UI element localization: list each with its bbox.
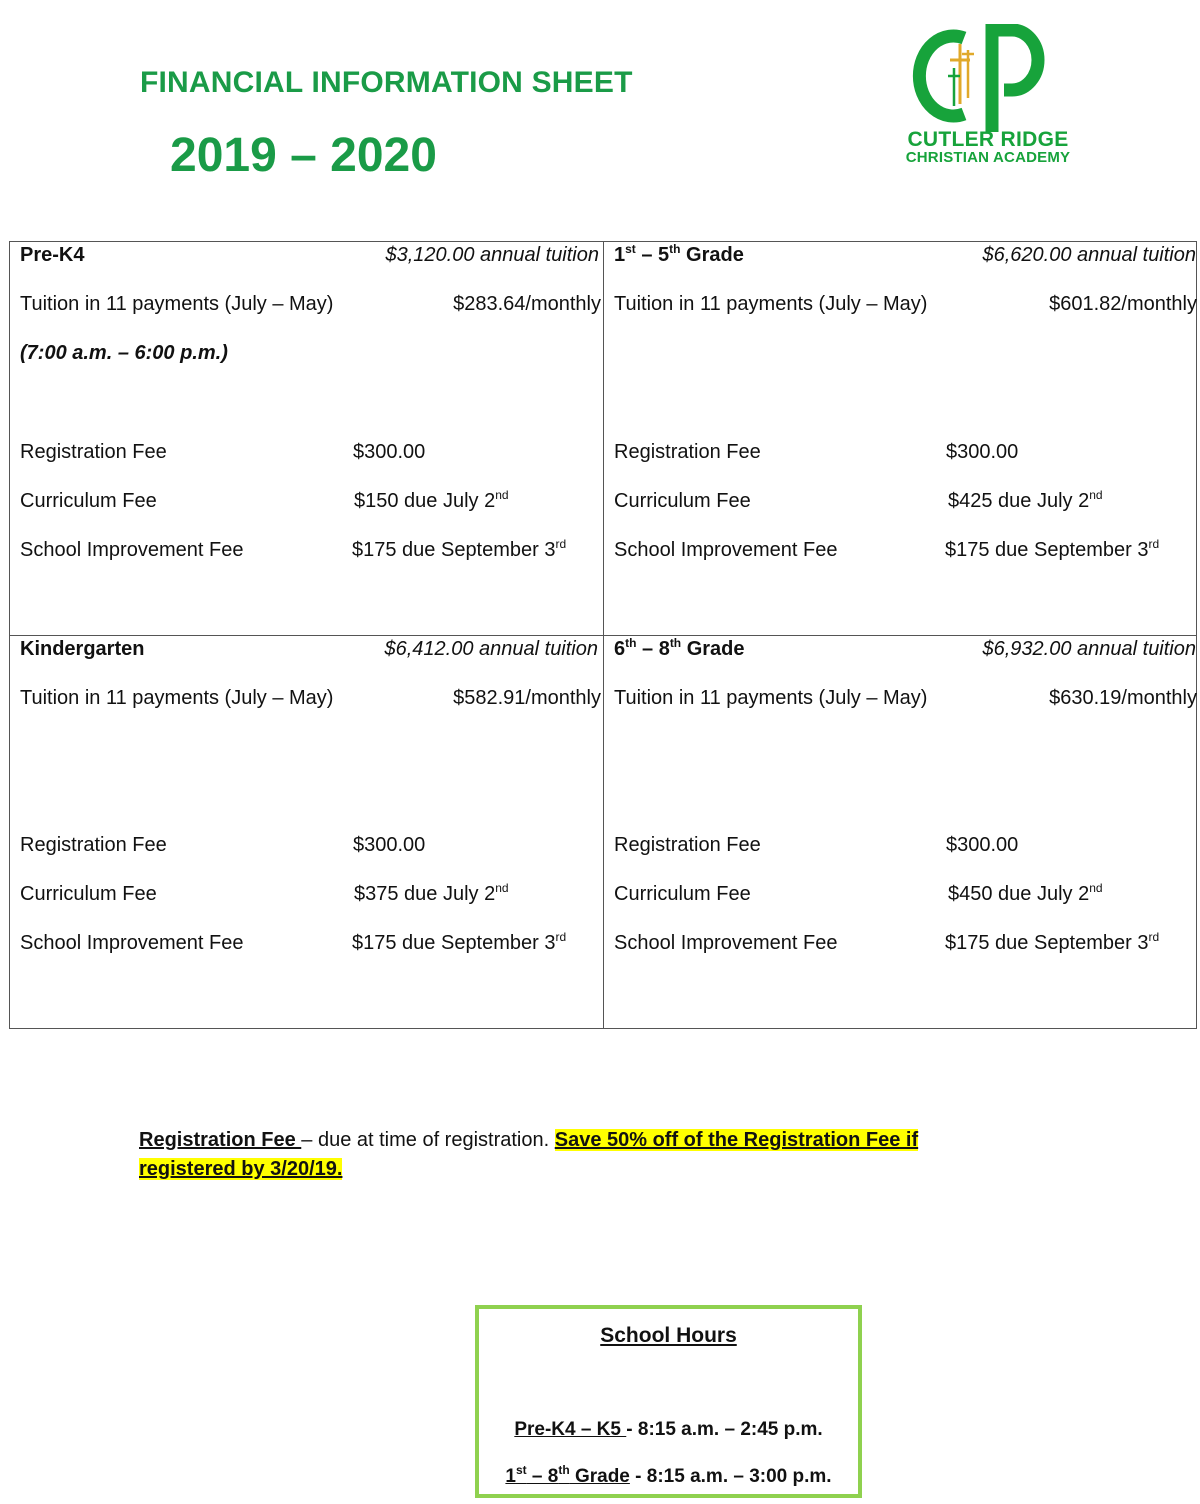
payments-label: Tuition in 11 payments (July – May) <box>20 687 334 709</box>
payments-label: Tuition in 11 payments (July – May) <box>614 687 928 709</box>
tuition-table <box>9 241 1197 1029</box>
school-hours-title: School Hours <box>600 1324 737 1347</box>
grade-name: Kindergarten <box>20 638 145 660</box>
early-registration-discount: Save 50% off of the Registration Fee if registered by 3/20/19. <box>139 1129 919 1180</box>
registration-fee-value: $300.00 <box>946 441 1019 463</box>
hours-note: (7:00 a.m. – 6:00 p.m.) <box>20 342 228 364</box>
hours-prek-k5: Pre-K4 – K5 - 8:15 a.m. – 2:45 p.m. <box>514 1419 823 1440</box>
payments-label: Tuition in 11 payments (July – May) <box>20 293 334 315</box>
registration-fee-value: $300.00 <box>353 441 426 463</box>
registration-fee-value: $300.00 <box>353 834 426 856</box>
registration-fee-value: $300.00 <box>946 834 1019 856</box>
improvement-fee-label: School Improvement Fee <box>20 539 244 561</box>
tuition-cell-kindergarten <box>20 636 602 1028</box>
grade-name: 1st – 5th Grade <box>614 242 744 266</box>
registration-note-label: Registration Fee <box>139 1129 302 1151</box>
curriculum-fee-label: Curriculum Fee <box>20 490 157 512</box>
logo-mark-icon <box>892 24 1088 134</box>
curriculum-fee-value: $450 due July 2nd <box>948 881 1103 905</box>
grade-name: 6th – 8th Grade <box>614 636 745 660</box>
payments-label: Tuition in 11 payments (July – May) <box>614 293 928 315</box>
monthly-payment: $582.91/monthly <box>453 687 601 709</box>
curriculum-fee-label: Curriculum Fee <box>20 883 157 905</box>
school-year: 2019 – 2020 <box>170 129 437 182</box>
improvement-fee-value: $175 due September 3rd <box>945 930 1160 954</box>
curriculum-fee-label: Curriculum Fee <box>614 490 751 512</box>
registration-fee-label: Registration Fee <box>20 834 167 856</box>
improvement-fee-value: $175 due September 3rd <box>945 537 1160 561</box>
tuition-cell-grades-6-8 <box>614 636 1196 1028</box>
monthly-payment: $283.64/monthly <box>453 293 601 315</box>
curriculum-fee-value: $375 due July 2nd <box>354 881 509 905</box>
improvement-fee-value: $175 due September 3rd <box>352 537 567 561</box>
improvement-fee-label: School Improvement Fee <box>614 932 838 954</box>
improvement-fee-label: School Improvement Fee <box>20 932 244 954</box>
registration-note <box>139 1126 1019 1184</box>
grade-name: Pre-K4 <box>20 244 85 266</box>
logo-line-1: CUTLER RIDGE <box>907 128 1069 151</box>
annual-tuition: $6,412.00 annual tuition <box>384 638 598 660</box>
registration-fee-label: Registration Fee <box>614 834 761 856</box>
improvement-fee-value: $175 due September 3rd <box>352 930 567 954</box>
tuition-cell-prek4 <box>20 242 602 634</box>
annual-tuition: $6,620.00 annual tuition <box>982 244 1196 266</box>
curriculum-fee-label: Curriculum Fee <box>614 883 751 905</box>
monthly-payment: $630.19/monthly <box>1049 687 1197 709</box>
annual-tuition: $3,120.00 annual tuition <box>385 244 599 266</box>
registration-fee-label: Registration Fee <box>20 441 167 463</box>
school-hours-box <box>475 1305 862 1498</box>
curriculum-fee-value: $150 due July 2nd <box>354 488 509 512</box>
curriculum-fee-value: $425 due July 2nd <box>948 488 1103 512</box>
improvement-fee-label: School Improvement Fee <box>614 539 838 561</box>
registration-fee-label: Registration Fee <box>614 441 761 463</box>
logo-line-2: CHRISTIAN ACADEMY <box>905 149 1071 166</box>
school-logo <box>892 24 1088 170</box>
tuition-cell-grades-1-5 <box>614 242 1196 634</box>
registration-note-text: – due at time of registration. <box>301 1129 555 1151</box>
annual-tuition: $6,932.00 annual tuition <box>982 638 1196 660</box>
hours-grades-1-8: 1st – 8th Grade - 8:15 a.m. – 3:00 p.m. <box>505 1463 832 1487</box>
page-title: FINANCIAL INFORMATION SHEET <box>140 66 633 99</box>
monthly-payment: $601.82/monthly <box>1049 293 1197 315</box>
